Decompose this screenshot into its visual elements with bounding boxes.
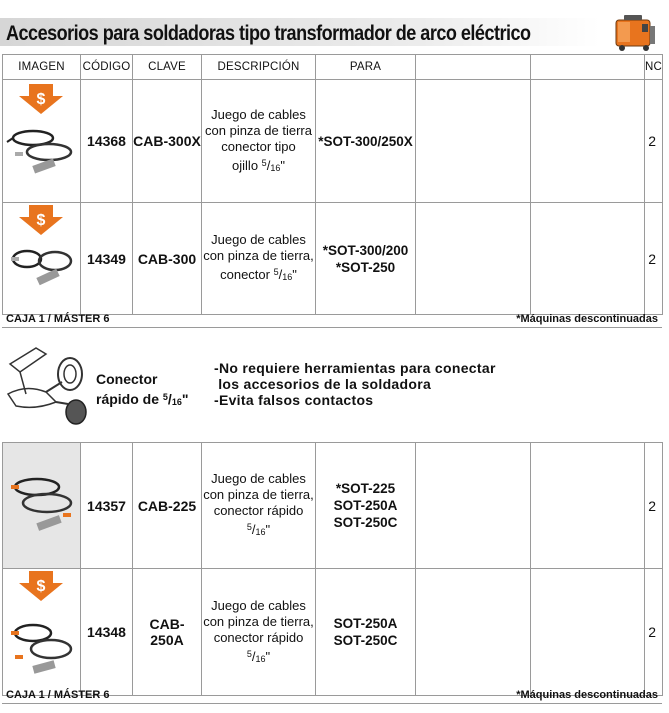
discontinued-note: *Máquinas descontinuadas bbox=[516, 312, 658, 325]
caja-master-label: CAJA 1 / MÁSTER 6 bbox=[6, 312, 110, 325]
feature-line: los accesorios de la soldadora bbox=[214, 376, 432, 392]
cable-set-image bbox=[3, 80, 81, 197]
para-cell: SOT-250A SOT-250C bbox=[316, 569, 416, 696]
col-header-empty-2 bbox=[531, 55, 645, 80]
empty-cell bbox=[416, 203, 531, 315]
codigo-cell: 14348 bbox=[81, 569, 133, 696]
empty-cell bbox=[531, 80, 645, 203]
cable-set-image bbox=[3, 569, 81, 690]
conector-label: Conector rápido de $^5$/16" bbox=[96, 371, 189, 407]
price-badge-icon bbox=[19, 571, 63, 601]
title-bar bbox=[0, 12, 669, 48]
clave-cell: CAB-300 bbox=[133, 203, 202, 315]
para-cell: *SOT-225 SOT-250A SOT-250C bbox=[316, 443, 416, 569]
para-cell: *SOT-300/250X bbox=[316, 80, 416, 203]
codigo-cell: 14349 bbox=[81, 203, 133, 315]
codigo-cell: 14357 bbox=[81, 443, 133, 569]
group-footer bbox=[2, 686, 662, 704]
empty-cell bbox=[416, 569, 531, 696]
page-title: Accesorios para soldadoras tipo transformador de arco eléctrico bbox=[6, 22, 531, 45]
group-footer bbox=[2, 310, 662, 328]
cable-set-image bbox=[3, 443, 81, 563]
cable-set-image bbox=[3, 203, 81, 309]
caja-master-label: CAJA 1 / MÁSTER 6 bbox=[6, 688, 110, 701]
discontinued-note: *Máquinas descontinuadas bbox=[516, 688, 658, 701]
descripcion-cell: Juego de cables con pinza de tierra, conector rápido $^5$/16" bbox=[202, 569, 316, 696]
quick-connector-illustration bbox=[6, 344, 96, 428]
nc-cell: 2 bbox=[645, 80, 663, 203]
products-table-2 bbox=[2, 442, 663, 696]
codigo-cell: 14368 bbox=[81, 80, 133, 203]
feature-line: -Evita falsos contactos bbox=[214, 392, 374, 408]
welder-machine-icon bbox=[612, 12, 658, 52]
empty-cell bbox=[531, 443, 645, 569]
product-image-cell bbox=[3, 443, 81, 569]
conector-features bbox=[214, 360, 496, 408]
table-row bbox=[3, 203, 663, 315]
conector-section bbox=[2, 334, 662, 442]
svg-text:$: $ bbox=[36, 212, 46, 229]
col-header-empty-1 bbox=[416, 55, 531, 80]
empty-cell bbox=[531, 569, 645, 696]
svg-text:$: $ bbox=[36, 578, 46, 595]
header-row bbox=[3, 55, 663, 80]
empty-cell bbox=[416, 443, 531, 569]
products-table bbox=[2, 54, 663, 315]
table-row bbox=[3, 569, 663, 696]
clave-cell: CAB-225 bbox=[133, 443, 202, 569]
descripcion-cell: Juego de cables con pinza de tierra conector tipo ojillo $^5$/16" bbox=[202, 80, 316, 203]
svg-text:$: $ bbox=[36, 91, 46, 108]
col-header-para: PARA bbox=[316, 55, 416, 80]
col-header-codigo: CÓDIGO bbox=[81, 55, 133, 80]
table-row bbox=[3, 443, 663, 569]
empty-cell bbox=[531, 203, 645, 315]
nc-cell: 2 bbox=[645, 203, 663, 315]
nc-cell: 2 bbox=[645, 443, 663, 569]
product-image-cell bbox=[3, 569, 81, 696]
col-header-imagen: IMAGEN bbox=[3, 55, 81, 80]
clave-cell: CAB-300X bbox=[133, 80, 202, 203]
price-badge-icon bbox=[19, 205, 63, 235]
col-header-nc: NC bbox=[645, 55, 663, 80]
product-image-cell bbox=[3, 203, 81, 315]
para-cell: *SOT-300/200 *SOT-250 bbox=[316, 203, 416, 315]
descripcion-cell: Juego de cables con pinza de tierra, conector $^5$/16" bbox=[202, 203, 316, 315]
price-badge-icon bbox=[19, 84, 63, 114]
table-row bbox=[3, 80, 663, 203]
col-header-clave: CLAVE bbox=[133, 55, 202, 80]
col-header-descripcion: DESCRIPCIÓN bbox=[202, 55, 316, 80]
descripcion-cell: Juego de cables con pinza de tierra, conector rápido $^5$/16" bbox=[202, 443, 316, 569]
nc-cell: 2 bbox=[645, 569, 663, 696]
empty-cell bbox=[416, 80, 531, 203]
product-image-cell bbox=[3, 80, 81, 203]
clave-cell: CAB-250A bbox=[133, 569, 202, 696]
feature-line: -No requiere herramientas para conectar bbox=[214, 360, 496, 376]
